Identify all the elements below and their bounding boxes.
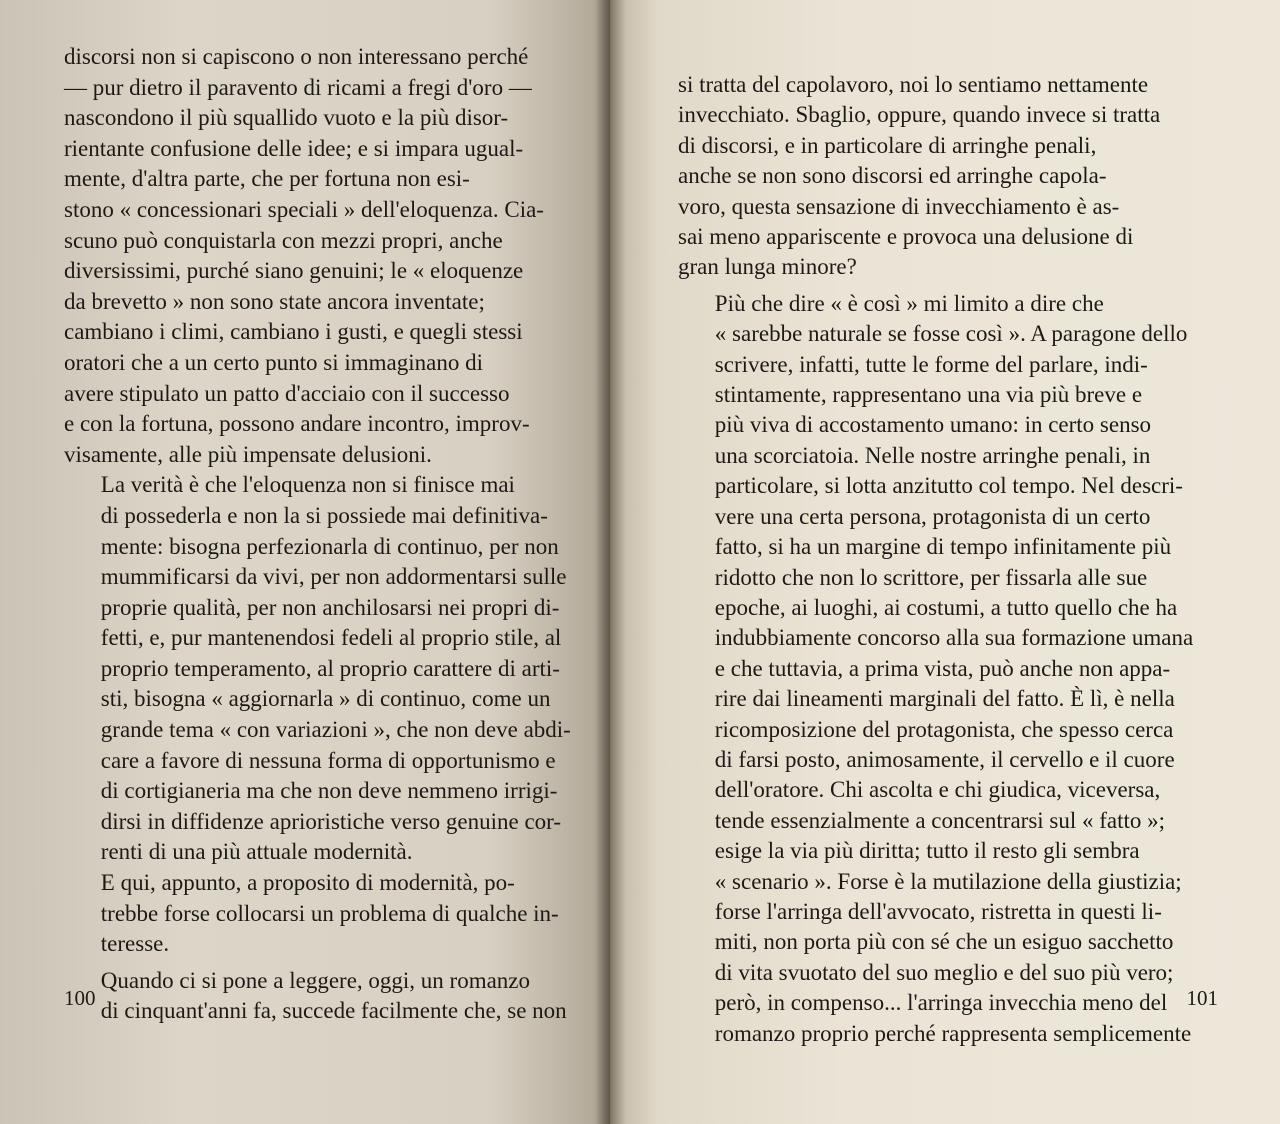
text-line: però, in compenso... l'arringa invecchia meno del <box>714 990 1168 1016</box>
text-line: dell'oratore. Chi ascolta e chi giudica, viceversa, <box>714 777 1161 803</box>
text-line: proprio temperamento, al proprio carattere di arti- <box>100 655 560 681</box>
text-line: di vita svuotato del suo meglio e del suo più vero; <box>714 959 1174 985</box>
text-line: gran lunga minore? <box>678 254 857 280</box>
text-line: sai meno appariscente e provoca una delusione di <box>678 224 1134 250</box>
text-line: Quando ci si pone a leggere, oggi, un romanzo <box>100 967 531 993</box>
text-line: di possederla e non la si possiede mai definitiva- <box>100 502 548 528</box>
text-line: mummificarsi da vivi, per non addormentarsi sulle <box>100 564 567 590</box>
text-line: — pur dietro il paravento di ricami a fregi d'oro — <box>64 74 532 100</box>
text-line: nascondono il più squallido vuoto e la più disor- <box>64 105 509 131</box>
paragraph <box>64 966 580 1027</box>
paragraph <box>64 42 580 470</box>
page-number: 100 <box>64 986 96 1010</box>
text-line: più viva di accostamento umano: in certo senso <box>714 412 1152 438</box>
text-line: e che tuttavia, a prima vista, può anche non appa- <box>714 655 1171 681</box>
text-line: fetti, e, pur mantenendosi fedeli al proprio stile, al <box>100 625 562 651</box>
book-gutter <box>596 0 626 1124</box>
text-line: teresse. <box>100 931 170 957</box>
text-line: care a favore di nessuna forma di opportunismo e <box>100 747 556 773</box>
text-line: stintamente, rappresentano una via più breve e <box>714 382 1143 408</box>
text-line: diversissimi, purché siano genuini; le « eloquenze <box>64 258 524 284</box>
text-line: tende essenzialmente a concentrarsi sul « fatto »; <box>714 807 1166 833</box>
text-line: avere stipulato un patto d'acciaio con il successo <box>64 380 510 406</box>
right-page-text <box>678 70 1222 1049</box>
text-line: oratori che a un certo punto si immaginano di <box>64 349 483 375</box>
text-line: « scenario ». Forse è la mutilazione della giustizia; <box>714 868 1182 894</box>
text-line: La verità è che l'eloquenza non si finisce mai <box>100 472 515 498</box>
text-line: scuno può conquistarla con mezzi propri, anche <box>64 227 503 253</box>
text-line: stono « concessionari speciali » dell'eloquenza. Cia- <box>64 196 544 222</box>
text-line: di cinquant'anni fa, succede facilmente che, se non <box>100 998 567 1024</box>
text-line: proprie qualità, per non anchilosarsi nei propri di- <box>100 594 560 620</box>
text-line: vere una certa persona, protagonista di un certo <box>714 503 1151 529</box>
text-line: di farsi posto, animosamente, il cervello e il cuore <box>714 746 1175 772</box>
paragraph <box>678 70 1222 283</box>
text-line: si tratta del capolavoro, noi lo sentiamo nettamente <box>678 72 1149 97</box>
page-number: 101 <box>1186 986 1218 1010</box>
text-line: rire dai lineamenti marginali del fatto. È lì, è nella <box>714 686 1175 712</box>
text-line: Più che dire « è così » mi limito a dire che <box>714 290 1104 316</box>
text-line: discorsi non si capiscono o non interessano perché <box>64 44 529 69</box>
text-line: fatto, si ha un margine di tempo infinitamente più <box>714 534 1172 560</box>
text-line: « sarebbe naturale se fosse così ». A paragone dello <box>714 321 1188 347</box>
text-line: invecchiato. Sbaglio, oppure, quando invece si tratta <box>678 102 1161 128</box>
text-line: e con la fortuna, possono andare incontro, improv- <box>64 411 530 437</box>
text-line: esige la via più diritta; tutto il resto gli sembra <box>714 838 1140 864</box>
right-page <box>610 0 1280 1124</box>
text-line: grande tema « con variazioni », che non deve abdi- <box>100 717 571 743</box>
text-line: romanzo proprio perché rappresenta semplicemente <box>714 1020 1192 1046</box>
text-line: miti, non porta più con sé che un esiguo sacchetto <box>714 929 1174 955</box>
text-line: di cortigianeria ma che non deve nemmeno irrigi- <box>100 778 558 804</box>
text-line: scrivere, infatti, tutte le forme del parlare, indi- <box>714 351 1148 377</box>
text-line: ricomposizione del protagonista, che spesso cerca <box>714 716 1174 742</box>
text-line: sti, bisogna « aggiornarla » di continuo, come un <box>100 686 551 712</box>
text-line: epoche, ai luoghi, ai costumi, a tutto quello che ha <box>714 594 1178 620</box>
paragraph <box>64 470 580 868</box>
text-line: rientante confusione delle idee; e si impara ugual- <box>64 135 524 161</box>
text-line: anche se non sono discorsi ed arringhe capola- <box>678 163 1107 189</box>
text-line: mente, d'altra parte, che per fortuna non esi- <box>64 166 470 192</box>
text-line: ridotto che non lo scrittore, per fissarla alle sue <box>714 564 1148 590</box>
text-line: di discorsi, e in particolare di arringhe penali, <box>678 132 1097 158</box>
text-line: particolare, si lotta anzitutto col tempo. Nel descri- <box>714 473 1183 499</box>
text-line: indubbiamente concorso alla sua formazione umana <box>714 625 1194 651</box>
paragraph <box>64 868 580 960</box>
text-line: mente: bisogna perfezionarla di continuo, per non <box>100 533 559 559</box>
text-line: visamente, alle più impensate delusioni. <box>64 441 432 467</box>
paragraph <box>678 289 1222 1049</box>
text-line: dirsi in diffidenze aprioristiche verso genuine cor- <box>100 808 562 834</box>
text-line: da brevetto » non sono state ancora inventate; <box>64 288 485 314</box>
text-line: trebbe forse collocarsi un problema di qualche in- <box>100 900 559 926</box>
text-line: cambiano i climi, cambiano i gusti, e quegli stessi <box>64 319 523 345</box>
text-line: forse l'arringa dell'avvocato, ristretta in questi li- <box>714 898 1162 924</box>
text-line: una scorciatoia. Nelle nostre arringhe penali, in <box>714 442 1151 468</box>
left-page-text <box>64 42 580 1027</box>
text-line: E qui, appunto, a proposito di modernità, po- <box>100 870 515 896</box>
left-page <box>0 0 610 1124</box>
text-line: renti di una più attuale modernità. <box>100 839 413 865</box>
text-line: voro, questa sensazione di invecchiamento è as- <box>678 193 1120 219</box>
